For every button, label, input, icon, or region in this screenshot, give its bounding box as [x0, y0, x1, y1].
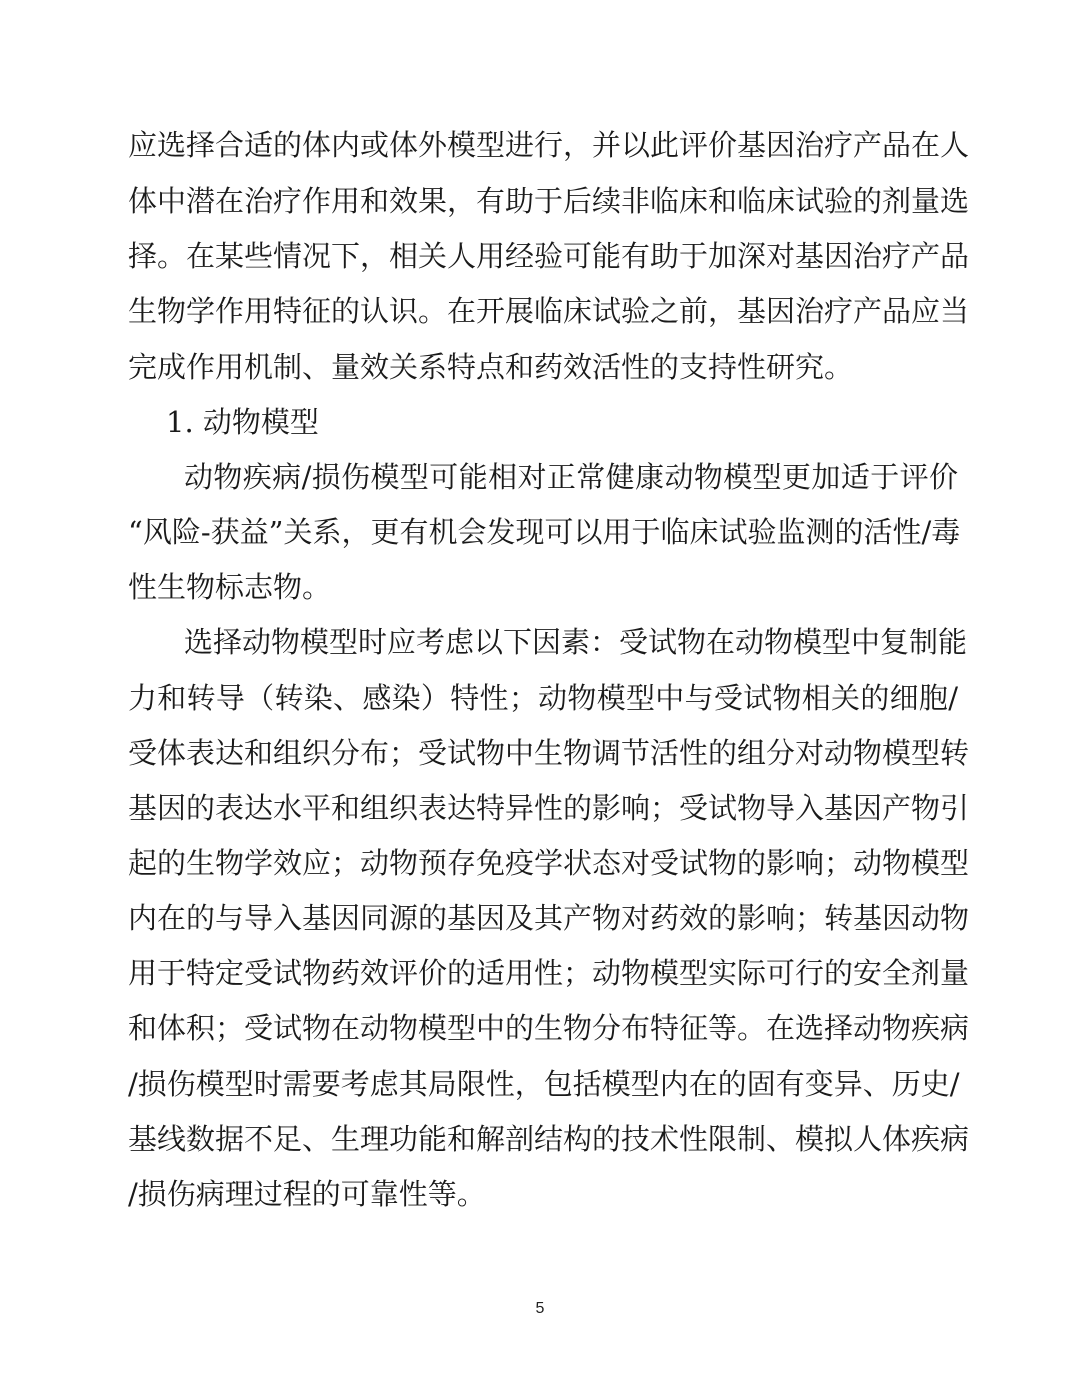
paragraph-3-line-4: 基因的表达水平和组织表达特异性的影响；受试物导入基因产物引 — [128, 791, 970, 825]
paragraph-3-line-7: 用于特定受试物药效评价的适用性；动物模型实际可行的安全剂量 — [128, 956, 970, 990]
paragraph-2-line-1: 动物疾病/损伤模型可能相对正常健康动物模型更加适于评价 — [184, 460, 958, 494]
paragraph-3-line-10: 基线数据不足、生理功能和解剖结构的技术性限制、模拟人体疾病 — [128, 1122, 970, 1156]
section-heading: 1. 动物模型 — [166, 405, 319, 439]
paragraph-3-line-2: 力和转导（转染、感染）特性；动物模型中与受试物相关的细胞/ — [128, 681, 958, 715]
paragraph-3-line-11: /损伤病理过程的可靠性等。 — [128, 1177, 486, 1211]
paragraph-1-line-2: 体中潜在治疗作用和效果，有助于后续非临床和临床试验的剂量选 — [128, 184, 970, 218]
paragraph-3-line-1: 选择动物模型时应考虑以下因素：受试物在动物模型中复制能 — [184, 625, 968, 659]
paragraph-1-line-1: 应选择合适的体内或体外模型进行，并以此评价基因治疗产品在人 — [128, 128, 970, 162]
paragraph-1-line-4: 生物学作用特征的认识。在开展临床试验之前，基因治疗产品应当 — [128, 294, 970, 328]
page-number: 5 — [535, 1300, 545, 1317]
paragraph-3-line-6: 内在的与导入基因同源的基因及其产物对药效的影响；转基因动物 — [128, 901, 970, 935]
paragraph-2-line-3: 性生物标志物。 — [128, 570, 332, 604]
paragraph-2-line-2: “风险-获益”关系，更有机会发现可以用于临床试验监测的活性/毒 — [128, 515, 961, 549]
paragraph-3-line-3: 受体表达和组织分布；受试物中生物调节活性的组分对动物模型转 — [128, 736, 970, 770]
paragraph-3-line-9: /损伤模型时需要考虑其局限性，包括模型内在的固有变异、历史/ — [128, 1067, 960, 1101]
paragraph-1-line-3: 择。在某些情况下，相关人用经验可能有助于加深对基因治疗产品 — [128, 239, 970, 273]
paragraph-3-line-5: 起的生物学效应；动物预存免疫学状态对受试物的影响；动物模型 — [128, 846, 970, 880]
paragraph-3-line-8: 和体积；受试物在动物模型中的生物分布特征等。在选择动物疾病 — [128, 1011, 970, 1045]
paragraph-1-line-5: 完成作用机制、量效关系特点和药效活性的支持性研究。 — [128, 350, 854, 384]
